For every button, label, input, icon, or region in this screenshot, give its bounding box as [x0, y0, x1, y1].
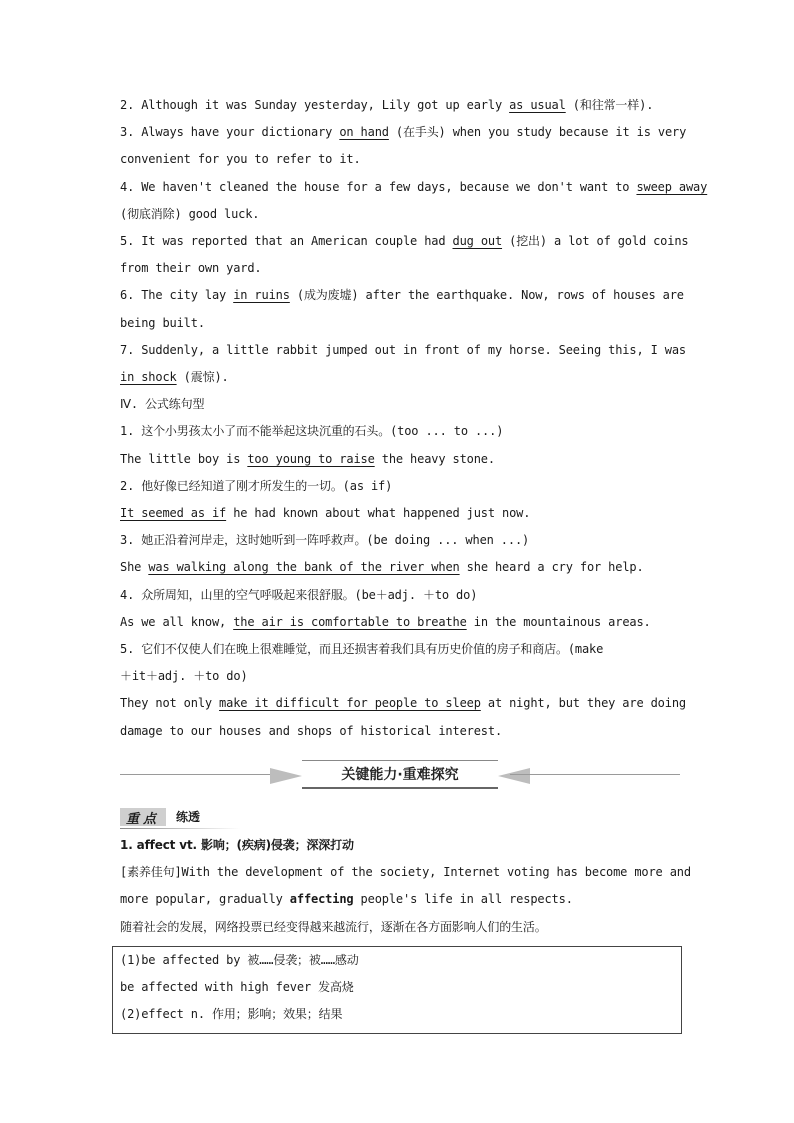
vocab-entry — [120, 832, 691, 941]
line-text: (和往常一样). — [565, 98, 654, 112]
sentence-part: people's life in all respects. — [353, 892, 573, 907]
text-line — [120, 527, 680, 554]
line-text: 2. 他好像已经知道了刚才所发生的一切。(as if) — [120, 478, 393, 493]
text-line — [120, 636, 680, 663]
line-text: 1. 这个小男孩太小了而不能举起这块沉重的石头。(too ... to ...) — [120, 424, 504, 439]
usage-line: (1)be affected by 被……侵袭；被……感动 — [120, 953, 359, 967]
line-text: he had known about what happened just now. — [226, 506, 531, 521]
line-text: convenient for you to refer to it. — [120, 152, 361, 167]
text-line — [120, 201, 680, 228]
text-line — [120, 690, 686, 717]
text-line — [120, 310, 680, 337]
line-text: 5. It was reported that an American couple had — [120, 234, 453, 249]
line-text: (挖出) a lot of gold coins — [502, 234, 689, 249]
answer-blank: on hand — [339, 125, 389, 140]
line-text: ＋it＋adj. ＋to do) — [120, 669, 248, 684]
line-text: 4. 众所周知，山里的空气呼吸起来很舒服。(be＋adj. ＋to do) — [120, 587, 478, 602]
banner-rule-left — [120, 774, 290, 775]
line-text: being built. — [120, 315, 205, 330]
line-text: Ⅳ. 公式练句型 — [120, 397, 205, 412]
line-text: (在手头) when you study because it is very — [388, 125, 687, 140]
usage-line: be affected with high fever 发高烧 — [120, 980, 354, 995]
line-text: 6. The city lay — [120, 288, 234, 303]
line-text: (震惊). — [176, 370, 229, 385]
line-text: 3. 她正沿着河岸走，这时她听到一阵呼救声。(be doing ... when ...) — [120, 533, 530, 548]
key-point-badge: 重点 — [120, 808, 166, 826]
text-line — [120, 228, 689, 255]
line-text: she heard a cry for help. — [459, 560, 644, 575]
key-point-subtitle: 练透 — [176, 810, 201, 824]
text-line — [120, 92, 680, 119]
line-text: (成为废墟) after the earthquake. Now, rows of houses are — [289, 288, 684, 303]
answer-blank: in shock — [120, 370, 177, 385]
line-text: the heavy stone. — [374, 451, 495, 466]
answer-blank: as usual — [509, 98, 566, 112]
answer-blank: in ruins — [233, 288, 290, 303]
text-line — [120, 418, 680, 445]
sentence-part: more popular, gradually — [120, 892, 290, 907]
entry-headword: 1. affect vt. 影响；(疾病)侵袭；深深打动 — [120, 838, 354, 852]
line-text: (彻底消除) good luck. — [120, 206, 260, 221]
answer-blank: dug out — [452, 234, 503, 249]
text-line — [120, 119, 687, 146]
line-text: at night, but they are doing — [480, 696, 686, 711]
exercise-text — [120, 92, 708, 745]
text-line — [120, 337, 686, 364]
text-line — [120, 391, 680, 418]
text-line — [120, 255, 680, 282]
text-line — [120, 473, 680, 500]
usage-line: (2)effect n. 作用；影响；效果；结果 — [120, 1007, 343, 1022]
text-line — [120, 663, 680, 690]
key-point-underline — [120, 828, 240, 829]
answer-blank: too young to raise — [247, 451, 375, 466]
banner-arrow-right-icon — [498, 768, 530, 784]
line-text: 5. 它们不仅使人们在晚上很难睡觉，而且还损害着我们具有历史价值的房子和商店。(make — [120, 642, 604, 657]
answer-blank: It seemed as if — [120, 506, 227, 521]
text-line — [120, 364, 680, 391]
line-text: in the mountainous areas. — [466, 614, 651, 629]
example-sentence-line-2 — [120, 886, 680, 913]
answer-blank: was walking along the bank of the river when — [148, 560, 460, 575]
line-text: She — [120, 560, 149, 575]
line-text: They not only — [120, 696, 220, 711]
sentence-translation: 随着社会的发展，网络投票已经变得越来越流行，逐渐在各方面影响人们的生活。 — [120, 919, 547, 934]
banner-arrow-left-icon — [270, 768, 302, 784]
line-text: The little boy is — [120, 451, 248, 466]
section-banner — [120, 758, 680, 790]
line-text: from their own yard. — [120, 261, 262, 276]
line-text: 2. Although it was Sunday yesterday, Lily got up early — [120, 98, 510, 112]
banner-rule-right — [510, 774, 680, 775]
line-text: 3. Always have your dictionary — [120, 125, 340, 140]
text-line — [120, 146, 680, 173]
banner-title: 关键能力·重难探究 — [302, 760, 498, 789]
key-point-tag — [120, 806, 270, 828]
text-line — [120, 718, 680, 745]
line-text: damage to our houses and shops of historical interest. — [120, 723, 503, 738]
text-line — [120, 582, 680, 609]
line-text: 4. We haven't cleaned the house for a few days, because we don't want to — [120, 179, 637, 194]
text-line — [120, 282, 684, 309]
text-line — [120, 446, 680, 473]
answer-blank: make it difficult for people to sleep — [219, 696, 481, 711]
text-line — [120, 500, 680, 527]
answer-blank: sweep away — [636, 179, 708, 194]
highlighted-word: affecting — [289, 892, 354, 907]
line-text: As we all know, — [120, 614, 234, 629]
text-line — [120, 609, 680, 636]
text-line — [120, 554, 680, 581]
text-line — [120, 174, 708, 201]
line-text: 7. Suddenly, a little rabbit jumped out in front of my horse. Seeing this, I was — [120, 342, 686, 357]
answer-blank: the air is comfortable to breathe — [233, 614, 467, 629]
example-sentence-line-1: [素养佳句]With the development of the society, Internet voting has become more and — [120, 865, 691, 880]
usage-box — [112, 946, 682, 1034]
